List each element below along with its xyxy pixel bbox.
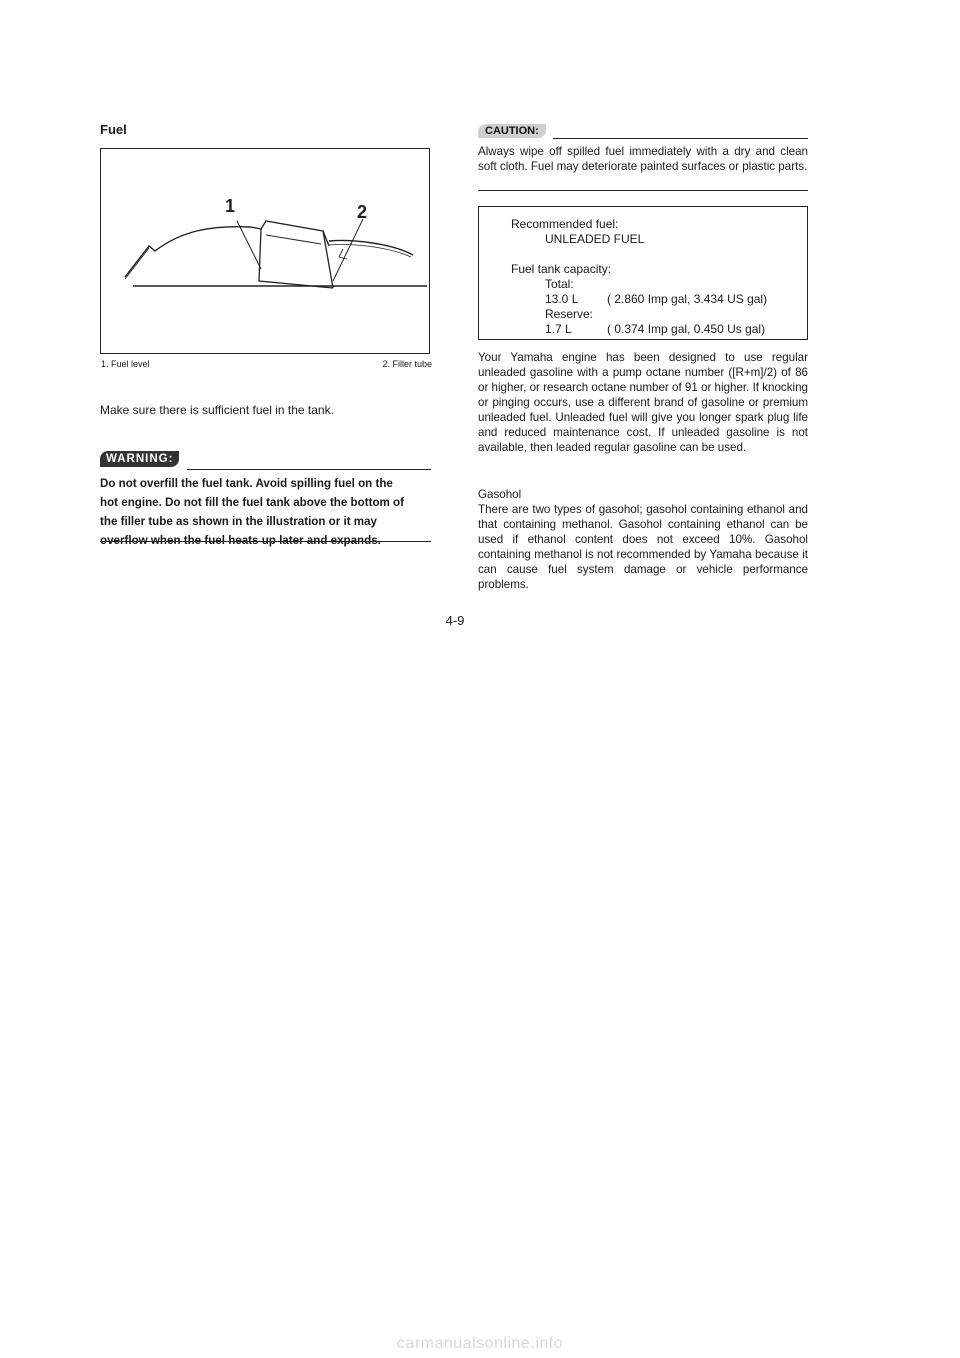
warning-text	[100, 474, 431, 550]
caption-filler-tube: 2. Filler tube	[382, 359, 432, 369]
caution-badge: CAUTION:	[478, 124, 546, 138]
page-number: 4-9	[445, 613, 465, 628]
callout-1: 1	[225, 196, 236, 216]
gasohol-paragraph: There are two types of gasohol; gasohol containing ethanol and that containing methanol. Gasohol containing ethanol can be used if ethanol content does not exceed 10%. Gasohol containing methanol is not recommended by Yamaha because it can cause fuel system damage or vehicle performance problems.	[478, 503, 808, 591]
caution-rule	[553, 138, 808, 139]
paragraph-sufficient-fuel: Make sure there is sufficient fuel in the tank.	[100, 403, 334, 417]
fuel-tank-figure	[100, 148, 430, 354]
gasohol-title: Gasohol	[478, 488, 522, 501]
watermark: carmanualsonline.info	[396, 1335, 564, 1352]
total-conversion: ( 2.860 Imp gal, 3.434 US gal)	[607, 292, 768, 306]
capacity-label: Fuel tank capacity:	[511, 262, 612, 276]
callout-2: 2	[357, 202, 368, 222]
caution-bottom-rule	[478, 190, 808, 191]
recommended-fuel-value: UNLEADED FUEL	[545, 232, 645, 246]
recommended-fuel-label: Recommended fuel:	[511, 217, 619, 231]
fuel-tank-illustration	[101, 149, 431, 355]
caution-text: Always wipe off spilled fuel immediately with a dry and clean soft cloth. Fuel may deteriorate painted surfaces or plastic parts.	[478, 145, 808, 173]
total-value: 13.0 L	[545, 292, 579, 306]
reserve-label: Reserve:	[545, 307, 594, 321]
caption-fuel-level: 1. Fuel level	[101, 359, 150, 369]
warning-badge: WARNING:	[100, 451, 179, 467]
octane-paragraph: Your Yamaha engine has been designed to use regular unleaded gasoline with a pump octane number ([R+m]/2) of 86 or higher, or research octane number of 91 or higher. If knocking or pinging occurs, use a different brand of gasoline or premium unleaded fuel. Unleaded fuel will give you longer spark plug life and reduced maintenance cost. If unleaded gasoline is not available, then leaded regular gasoline can be used.	[478, 351, 808, 454]
reserve-conversion: ( 0.374 Imp gal, 0.450 Us gal)	[607, 322, 766, 336]
warning-bottom-rule	[100, 541, 431, 542]
warning-line-1: Do not overfill the fuel tank. Avoid spilling fuel on the	[100, 477, 393, 490]
reserve-value: 1.7 L	[545, 322, 572, 336]
warning-rule	[187, 469, 431, 470]
total-label: Total:	[545, 277, 574, 291]
fuel-spec-box	[478, 206, 808, 340]
warning-line-2: hot engine. Do not fill the fuel tank above the bottom of	[100, 496, 405, 509]
section-title: Fuel	[100, 122, 127, 137]
warning-line-3: the filler tube as shown in the illustration or it may	[100, 515, 377, 528]
warning-line-4: overflow when the fuel heats up later and expands.	[100, 534, 381, 547]
